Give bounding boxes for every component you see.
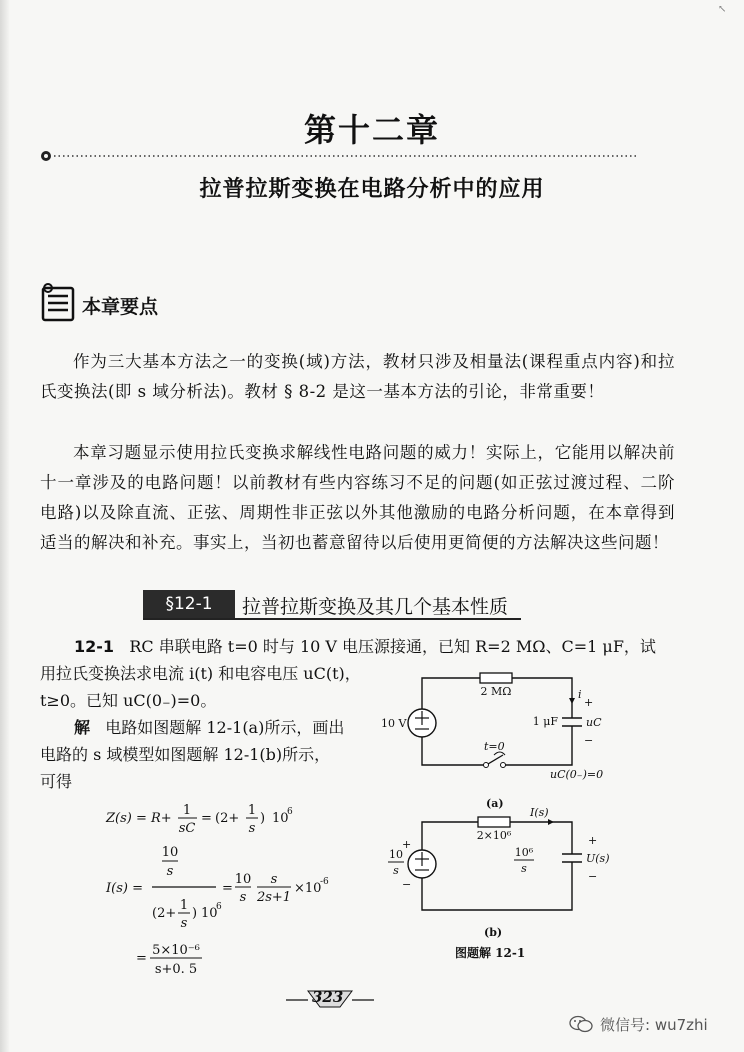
source-num: 10 <box>389 848 403 861</box>
switch-symbol <box>488 755 503 764</box>
figure-a-label: (a) <box>486 797 504 810</box>
eq1-rhs-open: (2+ <box>215 811 240 826</box>
eq1-rhs-close: ) <box>260 811 266 826</box>
corner-mark: ↖ <box>718 4 727 15</box>
current-label: I(s) <box>530 808 549 819</box>
eq2-bot-den: s <box>180 916 188 931</box>
paragraph-text: 本章习题显示使用拉氏变换求解线性电路问题的威力！实际上，它能用以解决前十一章涉及的电路问题！以前教材有些内容练习不足的问题(如正弦过渡过程、二阶电路)以及除直流、正弦、周期性非正弦以外其他激励的电路分析问题，在本章得到适当的解决和补充。事实上，当初也蓄意留待以后使用更简便的方法解决这些问题！ <box>40 443 675 552</box>
figure-b-label: (b) <box>484 926 503 939</box>
notebook-icon <box>40 282 76 322</box>
solution-line-1 <box>74 714 404 742</box>
eq2-bot-close: ) <box>192 906 198 921</box>
initial-condition: uC(0₋)=0 <box>550 768 604 781</box>
paragraph-text: 作为三大基本方法之一的变换(域)方法，教材只涉及相量法(课程重点内容)和拉氏变换法(即 s 域分析法)。教材 § 8-2 是这一基本方法的引论，非常重要！ <box>40 352 675 401</box>
figure-caption: 图题解 12-1 <box>455 946 526 960</box>
eq2-top-num: 10 <box>161 845 179 860</box>
eq2-top-den: s <box>166 864 174 879</box>
solution-label: 解 <box>74 718 91 737</box>
wechat-icon <box>568 1014 594 1034</box>
eq2-eq: = <box>222 881 233 896</box>
minus-sign: − <box>588 870 598 883</box>
section-underline <box>143 618 521 620</box>
current-label: i <box>578 688 582 701</box>
eq3-den: s+0. 5 <box>154 962 198 977</box>
eq2-f1-num: 10 <box>234 872 252 887</box>
page-spine-shadow <box>0 0 10 1052</box>
eq1-rhs-den: s <box>248 821 256 836</box>
current-arrow <box>569 698 575 704</box>
cap-voltage-label: U(s) <box>586 852 610 865</box>
eq3-num: 5×10⁻⁶ <box>152 943 200 958</box>
circuit-diagram-b <box>372 808 622 928</box>
solution-line-3: 可得 <box>40 772 73 791</box>
key-points-paragraph-1 <box>40 347 675 407</box>
equations <box>70 790 370 990</box>
problem-line-3: t≥0。已知 uC(0₋)=0。 <box>40 691 217 710</box>
eq2-tail: ×10 <box>294 881 322 896</box>
section-title: 拉普拉斯变换及其几个基本性质 <box>242 596 509 618</box>
cap-voltage-label: uC <box>586 716 602 729</box>
problem-number: 12-1 <box>74 637 115 656</box>
solution-line-2: 电路的 s 域模型如图题解 12-1(b)所示， <box>40 745 331 764</box>
eq1-pow: 10 <box>272 811 289 826</box>
capacitor-label: 1 μF <box>532 715 558 728</box>
resistor-symbol <box>478 817 510 827</box>
minus-sign: − <box>402 878 412 891</box>
eq3-eq: = <box>136 951 147 966</box>
resistor-label: 2 MΩ <box>480 685 512 698</box>
page-number: 323 <box>312 988 344 1006</box>
plus-sign: + <box>584 696 594 709</box>
minus-sign: − <box>584 734 594 747</box>
eq1-frac-num: 1 <box>182 803 192 818</box>
section-badge: §12-1 <box>143 590 235 618</box>
wechat-watermark: 微信号: wu7zhi <box>600 1016 708 1034</box>
chapter-title: 第十二章 <box>303 111 440 149</box>
switch-label: t=0 <box>484 740 505 753</box>
resistor-symbol <box>480 673 512 683</box>
eq1-exp: 6 <box>287 807 293 817</box>
source-label: 10 V <box>381 717 407 730</box>
eq1-eq: = <box>201 811 212 826</box>
key-points-heading: 本章要点 <box>82 296 159 318</box>
plus-sign: + <box>588 834 598 847</box>
current-arrow <box>548 819 554 825</box>
eq2-f2-num: s <box>270 872 278 887</box>
eq2-f2-den: 2s+1 <box>256 890 292 905</box>
eq2-tail-exp: -6 <box>320 877 329 887</box>
eq2-bot-num: 1 <box>179 898 189 913</box>
eq2-bot-pow: 10 <box>201 906 218 921</box>
plus-sign: + <box>402 838 412 851</box>
eq2-bot-open: (2+ <box>152 906 177 921</box>
dotted-divider <box>40 150 640 162</box>
eq1-lhs: Z(s) = R+ <box>106 811 172 826</box>
solution-text: 电路如图题解 12-1(a)所示，画出 <box>105 718 345 737</box>
eq1-frac-den: sC <box>178 821 196 836</box>
eq2-lhs: I(s) = <box>106 881 143 896</box>
chapter-subtitle: 拉普拉斯变换在电路分析中的应用 <box>199 176 545 202</box>
source-den: s <box>393 864 399 877</box>
impedance-num: 10⁶ <box>514 846 534 859</box>
resistor-label: 2×10⁶ <box>476 829 512 842</box>
eq2-bot-exp: 6 <box>216 902 222 912</box>
impedance-den: s <box>521 862 527 875</box>
problem-line-2: 用拉氏变换法求电流 i(t) 和电容电压 uC(t)， <box>40 664 361 683</box>
eq1-rhs-num: 1 <box>247 803 257 818</box>
circuit-diagram-a <box>372 660 622 800</box>
problem-text: RC 串联电路 t=0 时与 10 V 电压源接通，已知 R=2 MΩ、C=1 μF，试 <box>129 637 656 656</box>
problem-line-1 <box>74 633 694 661</box>
eq2-f1-den: s <box>239 890 247 905</box>
key-points-paragraph-2 <box>40 438 675 558</box>
